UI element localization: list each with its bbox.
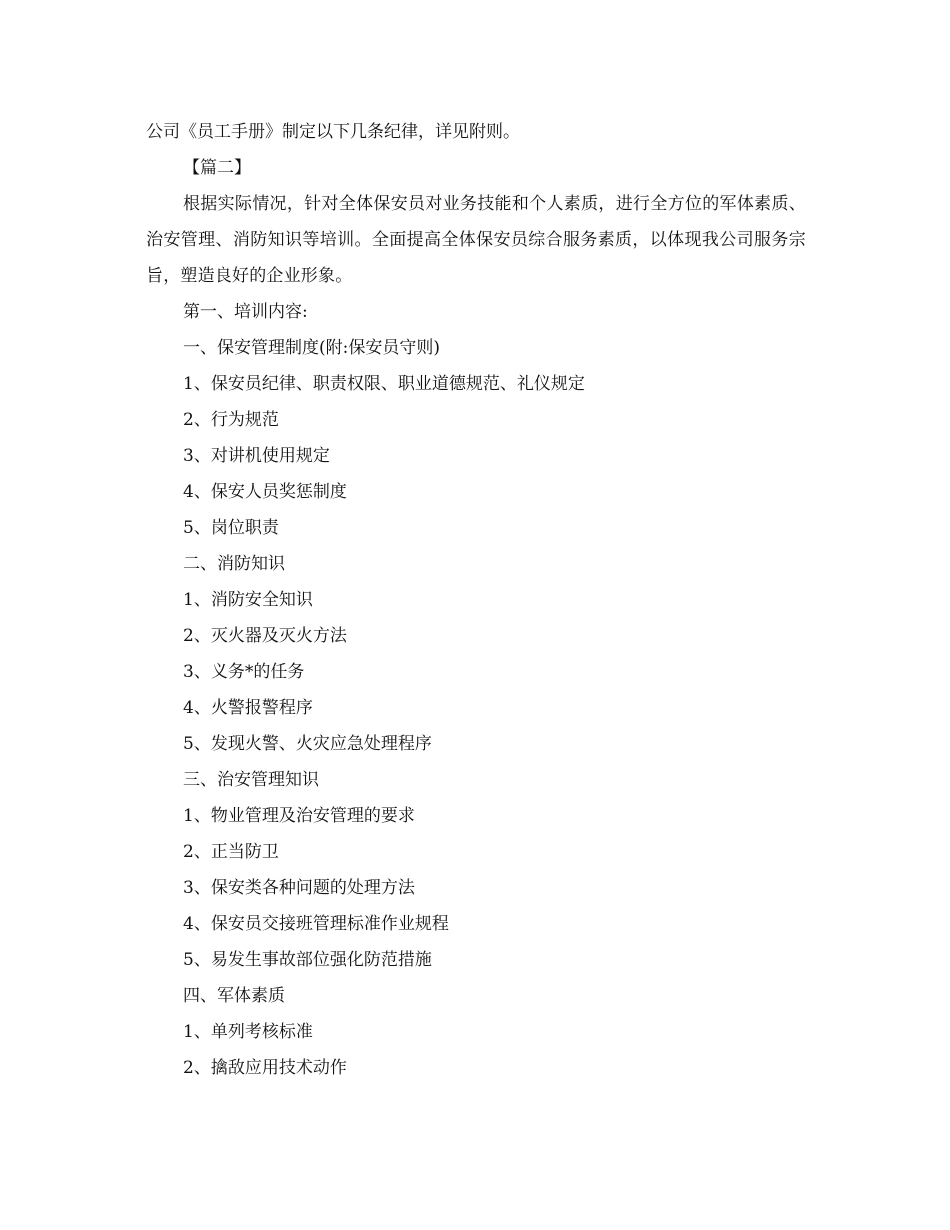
list-item: 5、岗位职责 <box>183 518 279 538</box>
list-item: 三、治安管理知识 <box>183 770 319 790</box>
list-item: 3、义务*的任务 <box>183 662 305 682</box>
list-item: 2、擒敌应用技术动作 <box>183 1058 347 1078</box>
list-item: 1、消防安全知识 <box>183 590 313 610</box>
list-item: 5、发现火警、火灾应急处理程序 <box>183 734 432 754</box>
list-item: 1、单列考核标准 <box>183 1022 313 1042</box>
intro-line: 公司《员工手册》制定以下几条纪律，详见附则。 <box>146 122 520 142</box>
list-item: 一、保安管理制度(附:保安员守则) <box>183 338 440 358</box>
list-item: 4、保安人员奖惩制度 <box>183 482 347 502</box>
document-body <box>146 114 806 1086</box>
list-item: 2、灭火器及灭火方法 <box>183 626 347 646</box>
list-item: 2、正当防卫 <box>183 842 279 862</box>
list-item: 1、保安员纪律、职责权限、职业道德规范、礼仪规定 <box>183 374 585 394</box>
list-item: 1、物业管理及治安管理的要求 <box>183 806 415 826</box>
list-item: 3、保安类各种问题的处理方法 <box>183 878 415 898</box>
list-item: 四、军体素质 <box>183 986 285 1006</box>
intro-paragraph: 根据实际情况，针对全体保安员对业务技能和个人素质，进行全方位的军体素质、治安管理、消防知识等培训。全面提高全体保安员综合服务素质，以体现我公司服务宗旨，塑造良好的企业形象。 <box>146 194 806 286</box>
list-item: 2、行为规范 <box>183 410 279 430</box>
list-item: 4、保安员交接班管理标准作业规程 <box>183 914 449 934</box>
list-item: 第一、培训内容: <box>183 302 308 322</box>
section-heading: 【篇二】 <box>183 158 251 178</box>
list-item: 3、对讲机使用规定 <box>183 446 330 466</box>
list-item: 二、消防知识 <box>183 554 285 574</box>
list-item: 5、易发生事故部位强化防范措施 <box>183 950 432 970</box>
list-item: 4、火警报警程序 <box>183 698 313 718</box>
